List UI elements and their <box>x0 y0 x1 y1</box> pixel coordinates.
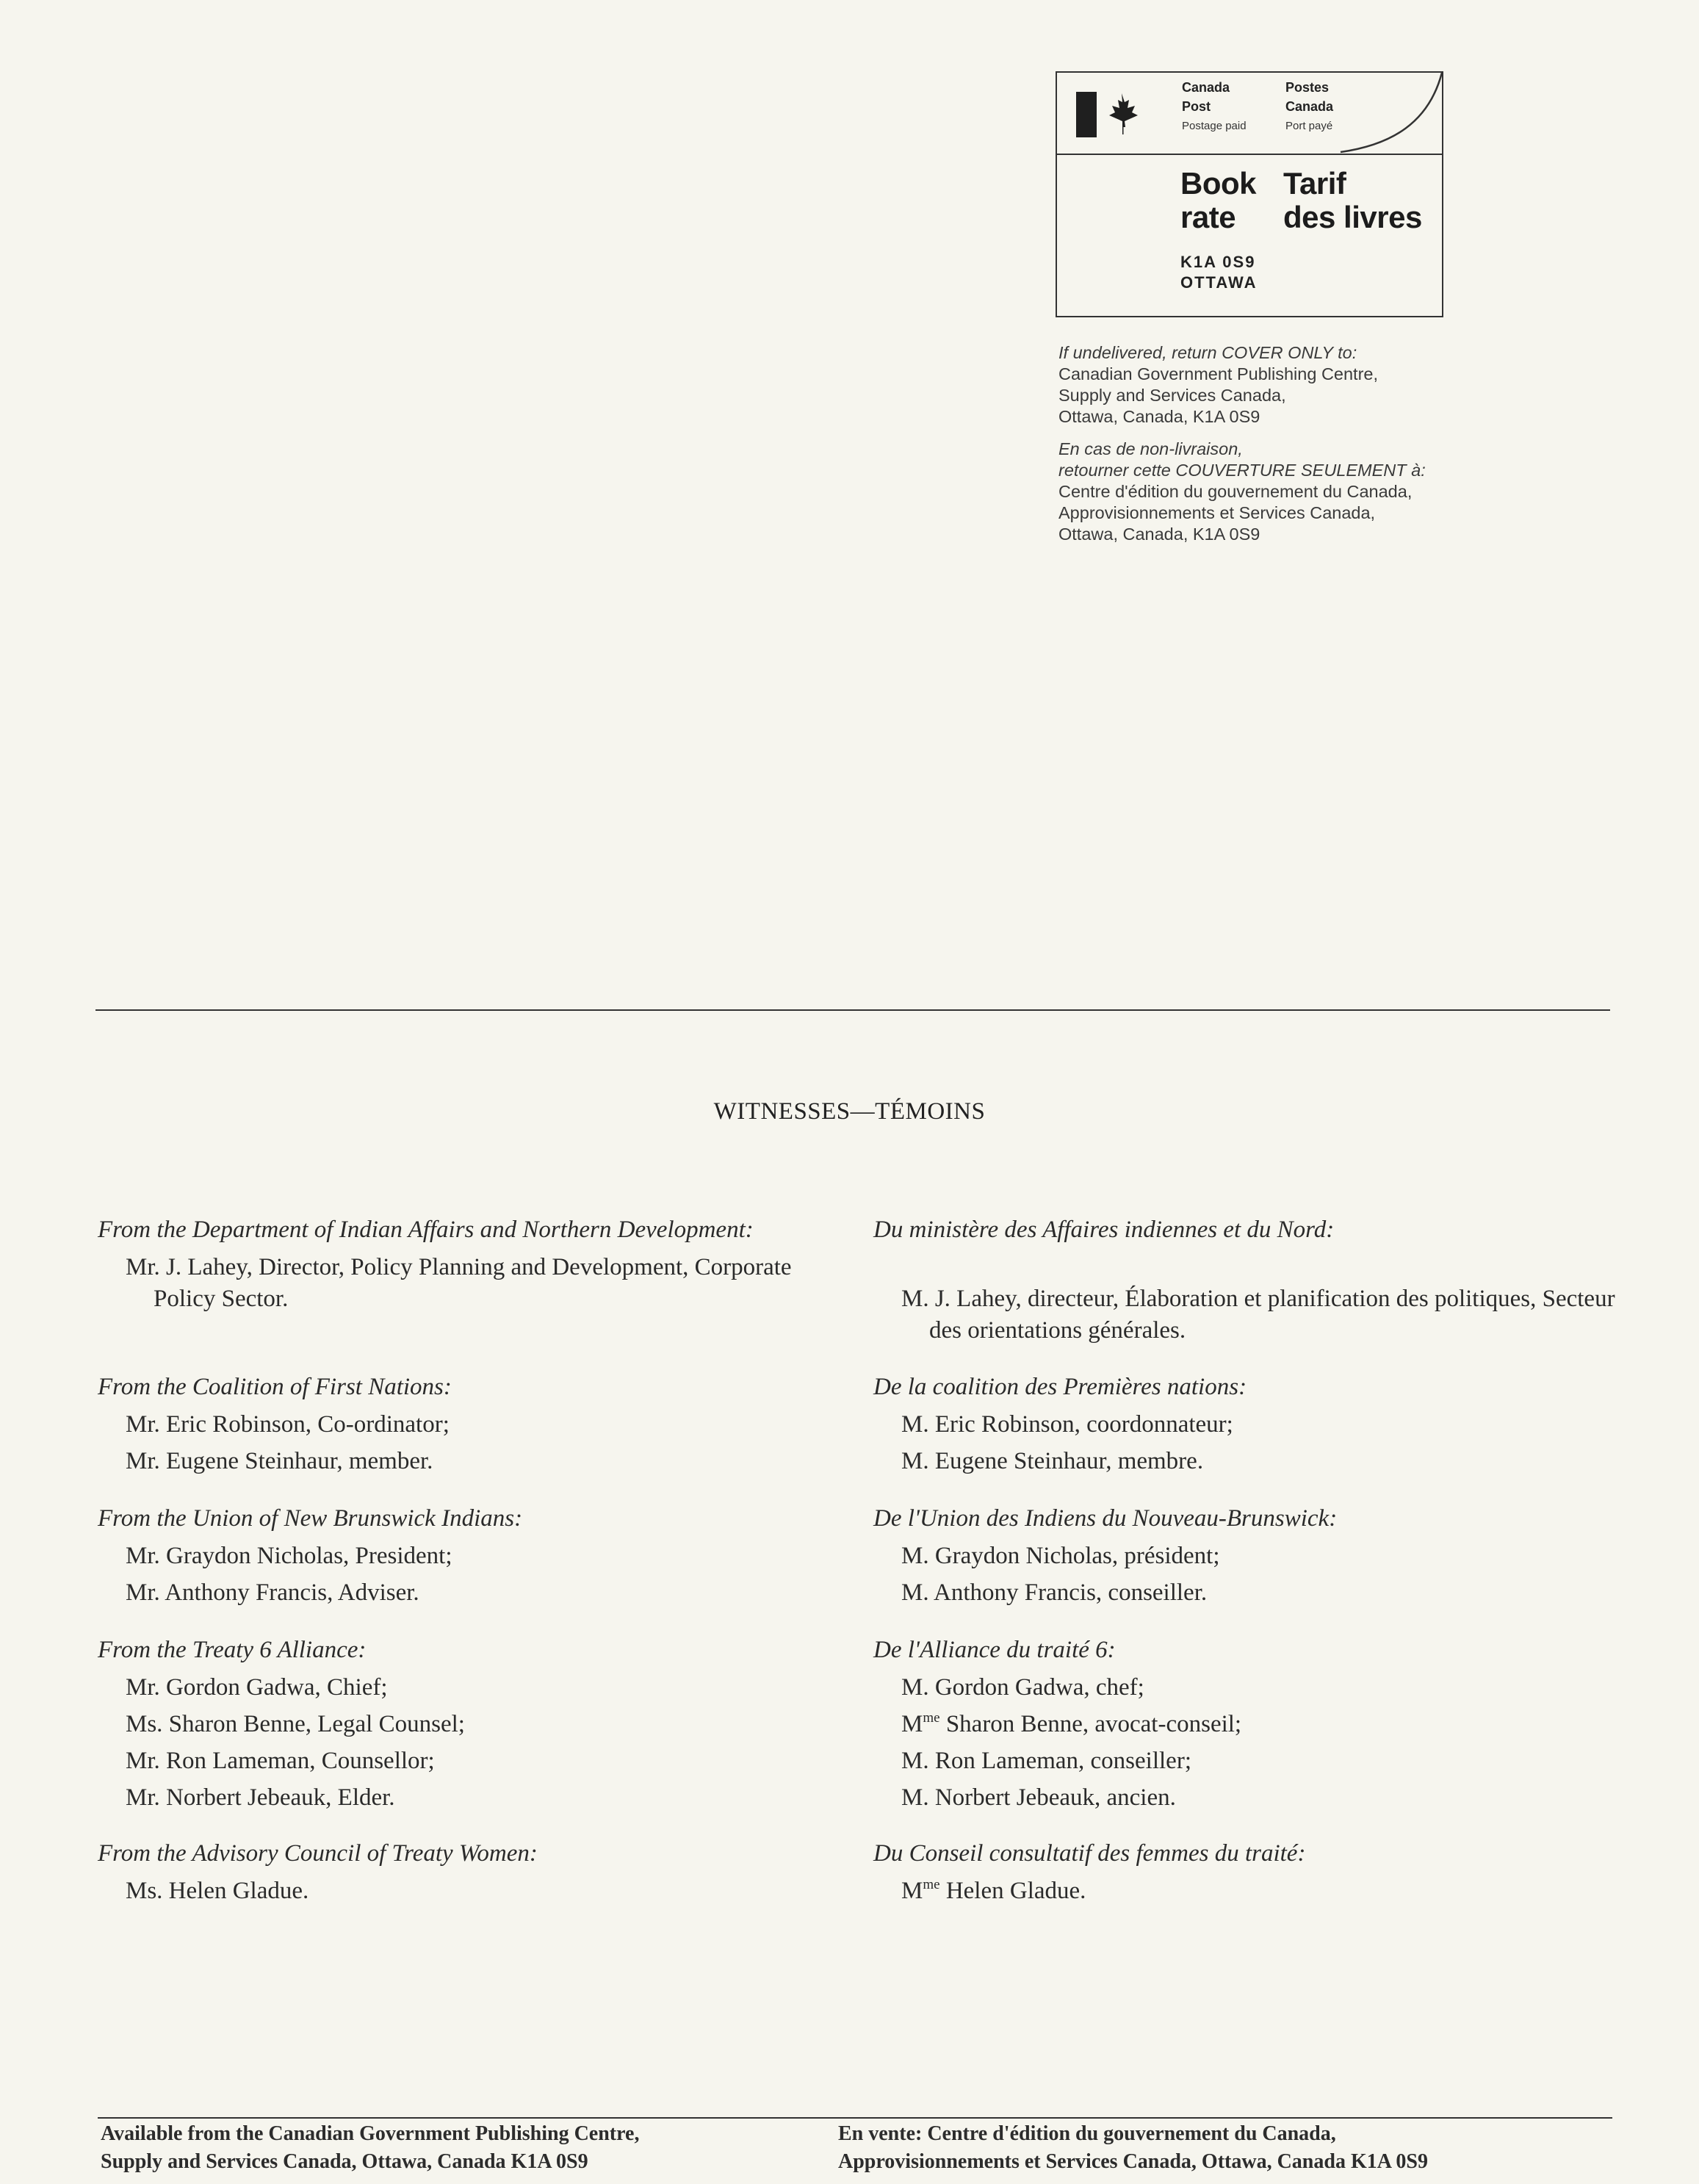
footer-fr <box>838 2120 1428 2176</box>
return-notice-en-line: Supply and Services Canada, <box>1058 386 1286 405</box>
witness-person: M. J. Lahey, directeur, Élaboration et planification des politiques, Secteur des orientations générales. <box>901 1286 1615 1344</box>
witness-person: M. Anthony Francis, conseiller. <box>901 1579 1208 1606</box>
witness-org: From the Advisory Council of Treaty Women: <box>98 1840 538 1867</box>
witness-org: From the Coalition of First Nations: <box>98 1374 452 1400</box>
postal-code: K1A 0S9 <box>1180 253 1256 271</box>
witnesses-title: WITNESSES—TÉMOINS <box>713 1098 986 1125</box>
footer-en-line: Available from the Canadian Government Publishing Centre, <box>101 2122 640 2145</box>
return-notice-fr-line: Centre d'édition du gouvernement du Canada, <box>1058 482 1413 501</box>
rate-label: rate <box>1180 200 1236 234</box>
return-notice-fr-line: Approvisionnements et Services Canada, <box>1058 503 1376 522</box>
indicia-divider <box>1057 154 1442 155</box>
witness-person: M. Eric Robinson, coordonnateur; <box>901 1411 1233 1438</box>
witness-group <box>98 1635 840 1814</box>
witness-person: M. Graydon Nicholas, président; <box>901 1543 1220 1569</box>
witness-group <box>98 1503 840 1609</box>
witness-person: Mr. Eric Robinson, Co-ordinator; <box>126 1411 450 1438</box>
post-en-label: Post <box>1182 99 1211 114</box>
witness-group <box>98 1214 840 1315</box>
indicia-curve <box>1296 71 1443 156</box>
postage-paid-label: Postage paid <box>1182 120 1247 132</box>
canada-flag-icon <box>1076 86 1142 137</box>
return-notice-fr-line: Ottawa, Canada, K1A 0S9 <box>1058 525 1260 544</box>
witness-person: Mr. Graydon Nicholas, President; <box>126 1543 452 1569</box>
city-label: OTTAWA <box>1180 273 1258 292</box>
witness-person: Mr. J. Lahey, Director, Policy Planning and Development, Corporate Policy Sector. <box>126 1254 792 1312</box>
postage-indicia <box>1056 71 1443 317</box>
return-notice-en-line: Canadian Government Publishing Centre, <box>1058 364 1379 383</box>
canada-fr-label: Canada <box>1285 99 1334 114</box>
witness-person: Mr. Eugene Steinhaur, member. <box>126 1448 433 1474</box>
witness-person: $M^{me}$ Sharon Benne, avocat-conseil; <box>901 1710 1242 1737</box>
witness-person: M. Norbert Jebeauk, ancien. <box>901 1784 1176 1811</box>
witness-person: Mr. Anthony Francis, Adviser. <box>126 1579 419 1606</box>
section-divider <box>95 1009 1610 1011</box>
witness-group <box>873 1838 1615 1907</box>
witness-org: Du Conseil consultatif des femmes du traité: <box>873 1840 1306 1867</box>
return-notice-fr-intro: retourner cette COUVERTURE SEULEMENT à: <box>1058 461 1426 480</box>
port-paye-label: Port payé <box>1285 120 1333 132</box>
witness-person: Ms. Helen Gladue. <box>126 1878 309 1904</box>
witness-person: Mr. Ron Lameman, Counsellor; <box>126 1748 435 1774</box>
footer-en <box>101 2120 639 2176</box>
witness-group <box>873 1635 1615 1814</box>
witness-org: From the Treaty 6 Alliance: <box>98 1637 367 1663</box>
witness-person: Mr. Norbert Jebeauk, Elder. <box>126 1784 395 1811</box>
witness-person: M. Eugene Steinhaur, membre. <box>901 1448 1204 1474</box>
witness-person: Mr. Gordon Gadwa, Chief; <box>126 1674 388 1701</box>
witness-person: Ms. Sharon Benne, Legal Counsel; <box>126 1711 465 1737</box>
footer-fr-line: En vente: Centre d'édition du gouvernement du Canada, <box>838 2122 1336 2145</box>
witness-person: $M^{me}$ Helen Gladue. <box>901 1877 1086 1904</box>
witness-group <box>873 1214 1615 1347</box>
witness-org: De la coalition des Premières nations: <box>873 1374 1247 1400</box>
return-notice-en-line: Ottawa, Canada, K1A 0S9 <box>1058 407 1260 426</box>
footer-divider <box>98 2117 1612 2119</box>
des-livres-label: des livres <box>1283 200 1422 234</box>
return-notice-fr <box>1058 439 1573 545</box>
canada-en-label: Canada <box>1182 80 1230 95</box>
postes-fr-label: Postes <box>1285 80 1330 95</box>
footer-fr-line: Approvisionnements et Services Canada, Ottawa, Canada K1A 0S9 <box>838 2150 1428 2173</box>
witness-org: From the Department of Indian Affairs and Northern Development: <box>98 1217 754 1243</box>
witness-person: M. Ron Lameman, conseiller; <box>901 1748 1191 1774</box>
return-notice-fr-intro: En cas de non-livraison, <box>1058 439 1243 458</box>
witness-group <box>98 1838 840 1907</box>
witness-org: De l'Alliance du traité 6: <box>873 1637 1116 1663</box>
witness-person: M. Gordon Gadwa, chef; <box>901 1674 1144 1701</box>
footer-en-line: Supply and Services Canada, Ottawa, Canada K1A 0S9 <box>101 2150 588 2173</box>
witness-group <box>873 1503 1615 1609</box>
book-label: Book <box>1180 166 1256 201</box>
return-notice-en <box>1058 342 1573 428</box>
witness-org: De l'Union des Indiens du Nouveau-Brunswick: <box>873 1505 1338 1532</box>
witness-org: Du ministère des Affaires indiennes et du Nord: <box>873 1217 1335 1243</box>
tarif-label: Tarif <box>1283 166 1346 201</box>
return-notice-en-intro: If undelivered, return COVER ONLY to: <box>1058 343 1357 362</box>
witness-org: From the Union of New Brunswick Indians: <box>98 1505 523 1532</box>
witness-group <box>873 1372 1615 1477</box>
witness-group <box>98 1372 840 1477</box>
